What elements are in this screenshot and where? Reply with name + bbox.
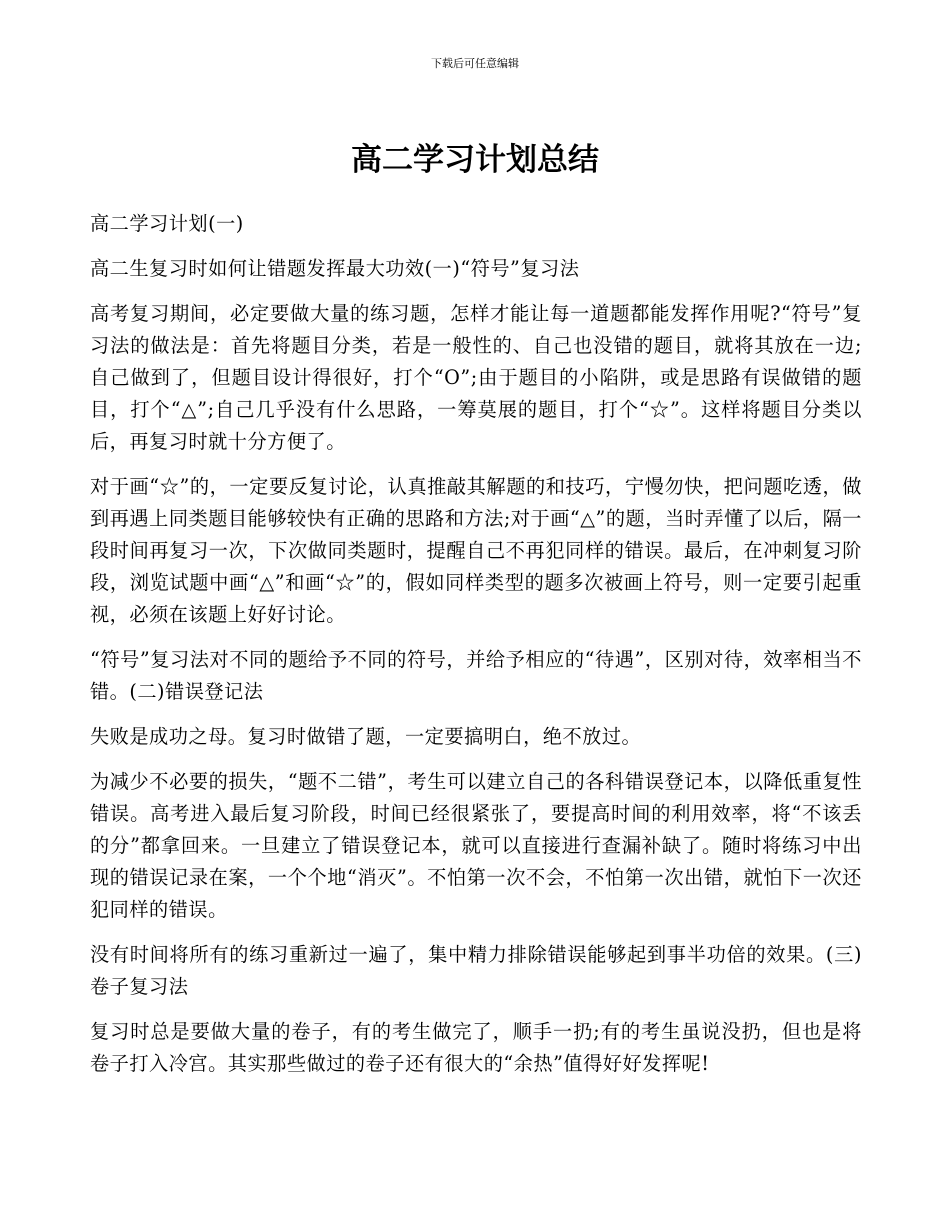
paragraph: 为减少不必要的损失，“题不二错”，考生可以建立自己的各科错误登记本，以降低重复性错误。高考进入最后复习阶段，时间已经很紧张了，要提高时间的利用效率，将“不该丢的分”都拿回来。一旦建立了错误登记本，就可以直接进行查漏补缺了。随时将练习中出现的错误记录在案，一个个地“消灭”。不怕第一次不会，不怕第一次出错，就怕下一次还犯同样的错误。 xyxy=(90,770,862,921)
paragraph: 高考复习期间，必定要做大量的练习题，怎样才能让每一道题都能发挥作用呢?“符号”复习法的做法是：首先将题目分类，若是一般性的、自己也没错的题目，就将其放在一边;自己做到了，但题目设计得很好，打个“O”;由于题目的小陷阱，或是思路有误做错的题目，打个“△”;自己几乎没有什么思路，一筹莫展的题目，打个“☆”。这样将题目分类以后，再复习时就十分方便了。 xyxy=(90,302,862,453)
document-body xyxy=(90,208,862,1093)
paragraph: 高二生复习时如何让错题发挥最大功效(一)“符号”复习法 xyxy=(90,257,580,280)
paragraph: 高二学习计划(一) xyxy=(90,212,244,235)
paragraph: 对于画“☆”的，一定要反复讨论，认真推敲其解题的和技巧，宁慢勿快，把问题吃透，做到再遇上同类题目能够较快有正确的思路和方法;对于画“△”的题，当时弄懂了以后，隔一段时间再复习一次，下次做同类题时，提醒自己不再犯同样的错误。最后，在冲刺复习阶段，浏览试题中画“△”和画“☆”的，假如同样类型的题多次被画上符号，则一定要引起重视，必须在该题上好好讨论。 xyxy=(90,475,862,626)
paragraph: “符号”复习法对不同的题给予不同的符号，并给予相应的“待遇”，区别对待，效率相当不错。(二)错误登记法 xyxy=(90,648,862,703)
paragraph: 复习时总是要做大量的卷子，有的考生做完了，顺手一扔;有的考生虽说没扔，但也是将卷子打入冷宫。其实那些做过的卷子还有很大的“余热”值得好好发挥呢! xyxy=(90,1020,862,1075)
paragraph: 没有时间将所有的练习重新过一遍了，集中精力排除错误能够起到事半功倍的效果。(三)卷子复习法 xyxy=(90,943,862,998)
paragraph: 失败是成功之母。复习时做错了题，一定要搞明白，绝不放过。 xyxy=(90,725,642,748)
header-note: 下载后可任意编辑 xyxy=(431,57,519,70)
document-title: 高二学习计划总结 xyxy=(351,142,599,178)
